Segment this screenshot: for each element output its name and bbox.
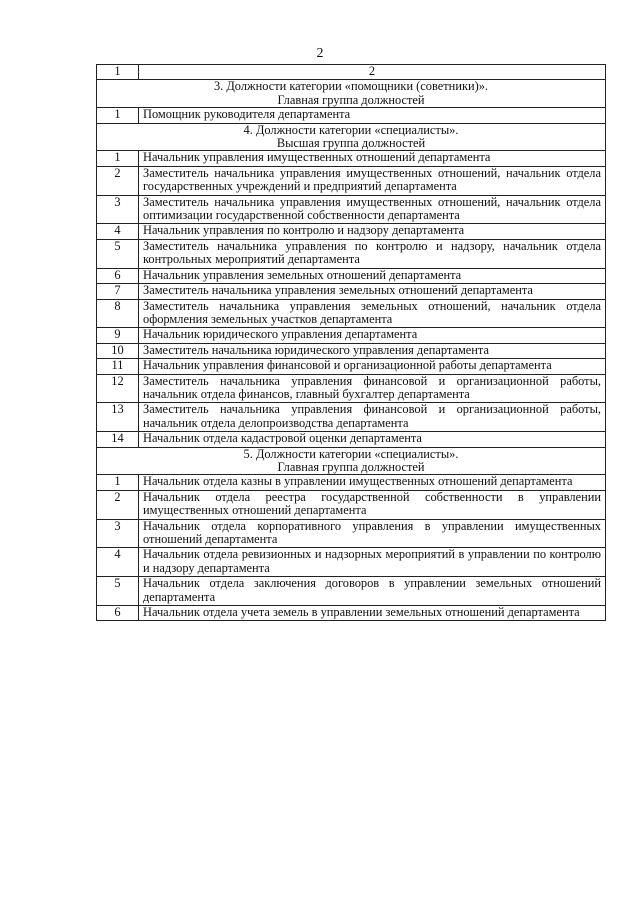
section-heading bbox=[97, 80, 606, 108]
group-title: Главная группа должностей bbox=[277, 92, 425, 107]
row-number: 14 bbox=[97, 432, 139, 447]
page-number: 2 bbox=[316, 46, 324, 61]
position-title: Начальник юридического управления департамента bbox=[139, 328, 606, 343]
section-title: 5. Должности категории «специалисты». bbox=[243, 446, 459, 461]
table-row bbox=[97, 284, 606, 299]
row-number: 6 bbox=[97, 268, 139, 283]
row-number: 4 bbox=[97, 548, 139, 577]
table-row bbox=[97, 328, 606, 343]
section-header-row bbox=[97, 80, 606, 108]
row-number: 1 bbox=[97, 108, 139, 123]
row-number: 2 bbox=[97, 166, 139, 195]
header-column-position: 2 bbox=[139, 65, 606, 80]
row-number: 11 bbox=[97, 359, 139, 374]
row-number: 10 bbox=[97, 343, 139, 358]
row-number: 7 bbox=[97, 284, 139, 299]
row-number: 5 bbox=[97, 239, 139, 268]
row-number: 3 bbox=[97, 519, 139, 548]
table-header-row bbox=[97, 65, 606, 80]
position-title: Заместитель начальника юридического управления департамента bbox=[139, 343, 606, 358]
section-title: 4. Должности категории «специалисты». bbox=[243, 122, 459, 137]
header-column-number: 1 bbox=[97, 65, 139, 80]
table-row bbox=[97, 239, 606, 268]
group-title: Высшая группа должностей bbox=[276, 136, 426, 151]
position-title: Начальник отдела реестра государственной собственности в управлении имущественных отношений департамента bbox=[139, 490, 606, 519]
row-number: 12 bbox=[97, 374, 139, 403]
position-title: Заместитель начальника управления имущественных отношений, начальник отдела государственных учреждений и предприятий департамента bbox=[139, 166, 606, 195]
row-number: 3 bbox=[97, 195, 139, 224]
table-row bbox=[97, 166, 606, 195]
table-row bbox=[97, 359, 606, 374]
position-title: Заместитель начальника управления по контролю и надзору, начальник отдела контрольных мероприятий департамента bbox=[139, 239, 606, 268]
table-row bbox=[97, 343, 606, 358]
table-row bbox=[97, 403, 606, 432]
position-title: Заместитель начальника управления земельных отношений департамента bbox=[139, 284, 606, 299]
position-title: Начальник отдела корпоративного управления в управлении имущественных отношений департамента bbox=[139, 519, 606, 548]
position-title: Начальник управления по контролю и надзору департамента bbox=[139, 224, 606, 239]
row-number: 9 bbox=[97, 328, 139, 343]
position-title: Начальник отдела казны в управлении имущественных отношений департамента bbox=[139, 475, 606, 490]
table-row bbox=[97, 432, 606, 447]
position-title: Начальник отдела учета земель в управлении земельных отношений департамента bbox=[139, 606, 606, 621]
position-title: Начальник управления имущественных отношений департамента bbox=[139, 151, 606, 166]
table-row bbox=[97, 577, 606, 606]
positions-table bbox=[96, 64, 606, 621]
section-heading bbox=[97, 447, 606, 475]
table-row bbox=[97, 374, 606, 403]
position-title: Заместитель начальника управления финансовой и организационной работы, начальник отдела делопроизводства департамента bbox=[139, 403, 606, 432]
section-heading bbox=[97, 123, 606, 151]
position-title: Заместитель начальника управления земельных отношений, начальник отдела оформления земельных участков департамента bbox=[139, 299, 606, 328]
row-number: 1 bbox=[97, 475, 139, 490]
table-row bbox=[97, 268, 606, 283]
row-number: 4 bbox=[97, 224, 139, 239]
table-row bbox=[97, 475, 606, 490]
row-number: 6 bbox=[97, 606, 139, 621]
position-title: Помощник руководителя департамента bbox=[139, 108, 606, 123]
position-title: Начальник отдела кадастровой оценки департамента bbox=[139, 432, 606, 447]
row-number: 2 bbox=[97, 490, 139, 519]
position-title: Начальник отдела заключения договоров в управлении земельных отношений департамента bbox=[139, 577, 606, 606]
row-number: 1 bbox=[97, 151, 139, 166]
section-header-row bbox=[97, 447, 606, 475]
row-number: 13 bbox=[97, 403, 139, 432]
table-row bbox=[97, 606, 606, 621]
table-row bbox=[97, 548, 606, 577]
group-title: Главная группа должностей bbox=[277, 459, 425, 474]
table-row bbox=[97, 195, 606, 224]
row-number: 8 bbox=[97, 299, 139, 328]
position-title: Начальник управления финансовой и организационной работы департамента bbox=[139, 359, 606, 374]
section-header-row bbox=[97, 123, 606, 151]
position-title: Начальник управления земельных отношений департамента bbox=[139, 268, 606, 283]
section-title: 3. Должности категории «помощники (советники)». bbox=[213, 79, 489, 94]
position-title: Заместитель начальника управления имущественных отношений, начальник отдела оптимизации государственной собственности департамента bbox=[139, 195, 606, 224]
table-row bbox=[97, 224, 606, 239]
row-number: 5 bbox=[97, 577, 139, 606]
table-row bbox=[97, 151, 606, 166]
table-row bbox=[97, 299, 606, 328]
table-row bbox=[97, 519, 606, 548]
table-row bbox=[97, 108, 606, 123]
position-title: Заместитель начальника управления финансовой и организационной работы, начальник отдела финансов, главный бухгалтер департамента bbox=[139, 374, 606, 403]
table-row bbox=[97, 490, 606, 519]
position-title: Начальник отдела ревизионных и надзорных мероприятий в управлении по контролю и надзору департамента bbox=[139, 548, 606, 577]
